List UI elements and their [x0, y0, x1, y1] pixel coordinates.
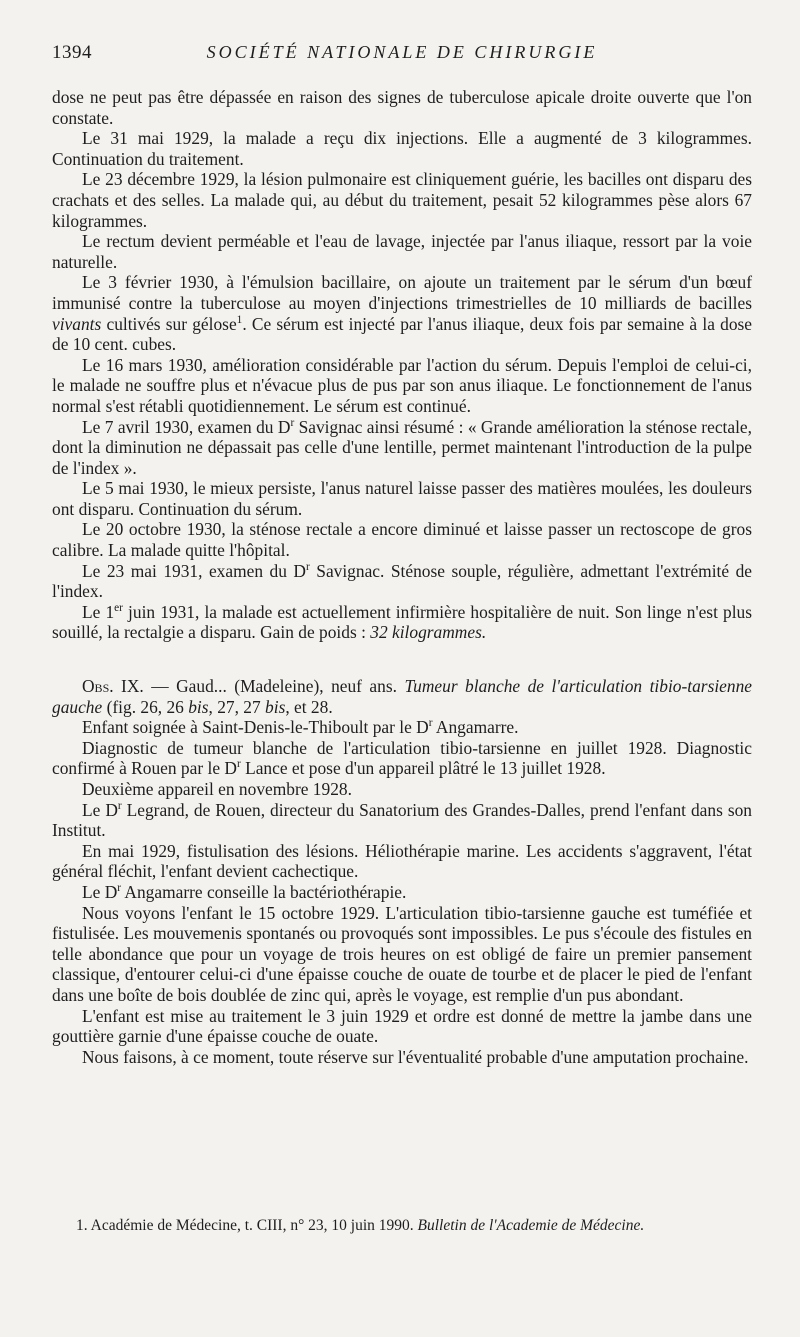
superscript: r [306, 560, 310, 573]
page-header [52, 42, 752, 66]
text-run: juin 1931, la malade est actuellement infirmière hospitalière de nuit. Son linge n'est plus souillé, la rectalgie a disparu. Gain de poids : [52, 601, 752, 643]
text-run: Le D [82, 881, 118, 902]
paragraph: Le 20 octobre 1930, la sténose rectale a encore diminué et laisse passer un rectoscope de gros calibre. La malade quitte l'hôpital. [52, 519, 752, 561]
text-run: Savignac ainsi résumé : « Grande amélioration la sténose rectale, dont la diminution ne dépassait pas celle d'une lentille, permet maintenant l'introduction de la pulpe de l'index ». [52, 416, 752, 478]
paragraph: Le 5 mai 1930, le mieux persiste, l'anus naturel laisse passer des matières moulées, les douleurs ont disparu. Continuation du sérum. [52, 478, 752, 519]
superscript: r [117, 799, 122, 812]
text-run: Le D [82, 799, 118, 820]
paragraph: dose ne peut pas être dépassée en raison des signes de tuberculose apicale droite ouverte que l'on constate. [52, 87, 752, 128]
text-run: Enfant soignée à Saint-Denis-le-Thiboult par le D [82, 717, 429, 738]
text-run: — Gaud... (Madeleine), neuf ans. [143, 676, 405, 697]
body-text [52, 87, 752, 1067]
paragraph: Le rectum devient perméable et l'eau de lavage, injectée par l'anus iliaque, ressort par la voie naturelle. [52, 231, 752, 272]
superscript: r [290, 416, 295, 429]
paragraph [52, 417, 752, 479]
text-run: Le 3 février 1930, à l'émulsion bacillaire, on ajoute un traitement par le sérum d'un bœuf immunisé contre la tuberculose au moyen d'injections trimestrielles de 10 milliards de bacilles [52, 272, 752, 313]
paragraph [52, 602, 752, 643]
footnote [52, 1216, 752, 1235]
text-run: cultivés sur gélose [101, 313, 237, 334]
text-run: Savignac. Sténose souple, régulière, admettant l'extrémité de l'index. [52, 560, 752, 602]
paragraph: Le 16 mars 1930, amélioration considérable par l'action du sérum. Depuis l'emploi de celui-ci, le malade ne souffre plus et n'évacue plus de pus par son anus iliaque. Le fonctionnement de l'anus normal s'est rétabli quotidiennement. Le sérum est continué. [52, 354, 752, 416]
paragraph: Nous voyons l'enfant le 15 octobre 1929. L'articulation tibio-tarsienne gauche est tuméfiée et fistulisée. Les mouvemenis spontanés ou provoqués sont impossibles. Le pus s'écoule des fistules en telle abondance que pour un voyage de trois heures on est obligé de faire un premier pansement classique, d'entourer celui-ci d'une épaisse couche de ouate de tourbe et de placer le pied de l'enfant dans une boîte de bois doublée de zinc qui, après le voyage, est remplie d'un pus abondant. [52, 902, 752, 1005]
text-run: Le 23 mai 1931, examen du D [82, 560, 306, 581]
text-run: Lance et pose d'un appareil plâtré le 13 juillet 1928. [240, 758, 606, 779]
text-run: , 27, 27 [208, 696, 266, 717]
superscript: r [117, 882, 122, 895]
footnote-text: 1. Académie de Médecine, t. CIII, n° 23, 10 juin 1990. [76, 1217, 418, 1234]
footnote-marker: 1 [236, 313, 243, 326]
paragraph [52, 738, 752, 779]
italic-text: 32 kilogrammes. [370, 622, 487, 643]
paragraph [52, 882, 752, 903]
superscript: r [428, 717, 433, 730]
superscript: r [236, 758, 241, 771]
text-run: Angamarre. [432, 717, 519, 738]
italic-text: bis [265, 696, 286, 717]
paragraph: Nous faisons, à ce moment, toute réserve sur l'éventualité probable d'une amputation prochaine. [82, 1046, 749, 1067]
paragraph [52, 561, 752, 602]
running-title: SOCIÉTÉ NATIONALE DE CHIRURGIE [206, 42, 598, 62]
paragraph [52, 272, 752, 354]
text-run: Diagnostic de tumeur blanche de l'articulation tibio-tarsienne en juillet 1928. Diagnostic confirmé à Rouen par le D [52, 737, 752, 779]
paragraph [52, 717, 752, 738]
text-run: Angamarre conseille la bactériothérapie. [121, 881, 407, 902]
paragraph: En mai 1929, fistulisation des lésions. Héliothérapie marine. Les accidents s'aggravent, l'état général fléchit, l'enfant devient cachectique. [52, 840, 752, 882]
paragraph: Deuxième appareil en novembre 1928. [82, 779, 352, 799]
text-run: . Ce sérum est injecté par l'anus iliaque, deux fois par semaine à la dose de 10 cent. cubes. [52, 313, 752, 355]
text-run: Le 7 avril 1930, examen du D [82, 416, 291, 437]
paragraph [52, 800, 752, 841]
italic-text: vivants [52, 313, 102, 334]
text-run: (fig. 26, 26 [102, 696, 189, 717]
paragraph: L'enfant est mise au traitement le 3 juin 1929 et ordre est donné de mettre la jambe dans une gouttière garnie d'une épaisse couche de ouate. [52, 1005, 752, 1047]
footnote-italic: Bulletin de l'Academie de Médecine. [417, 1217, 645, 1234]
italic-text: bis [188, 696, 209, 717]
text-run: Le 1 [82, 601, 115, 622]
paragraph: Le 31 mai 1929, la malade a reçu dix injections. Elle a augmenté de 3 kilogrammes. Continuation du traitement. [52, 128, 752, 169]
observation-label: Obs. IX. [82, 676, 144, 697]
page-number: 1394 [52, 42, 92, 63]
observation-heading [52, 676, 752, 717]
paragraph: Le 23 décembre 1929, la lésion pulmonaire est cliniquement guérie, les bacilles ont disparu des crachats et des selles. La malade qui, au début du traitement, pesait 52 kilogrammes pèse alors 67 kilogrammes. [52, 169, 752, 231]
italic-text: Tumeur blanche de l'articulation tibio-tarsienne gauche [52, 676, 752, 717]
text-run: Legrand, de Rouen, directeur du Sanatorium des Grandes-Dalles, prend l'enfant dans son Institut. [52, 799, 752, 841]
text-run: , et 28. [285, 696, 333, 717]
superscript: er [114, 602, 123, 615]
footnotes [52, 1216, 752, 1235]
